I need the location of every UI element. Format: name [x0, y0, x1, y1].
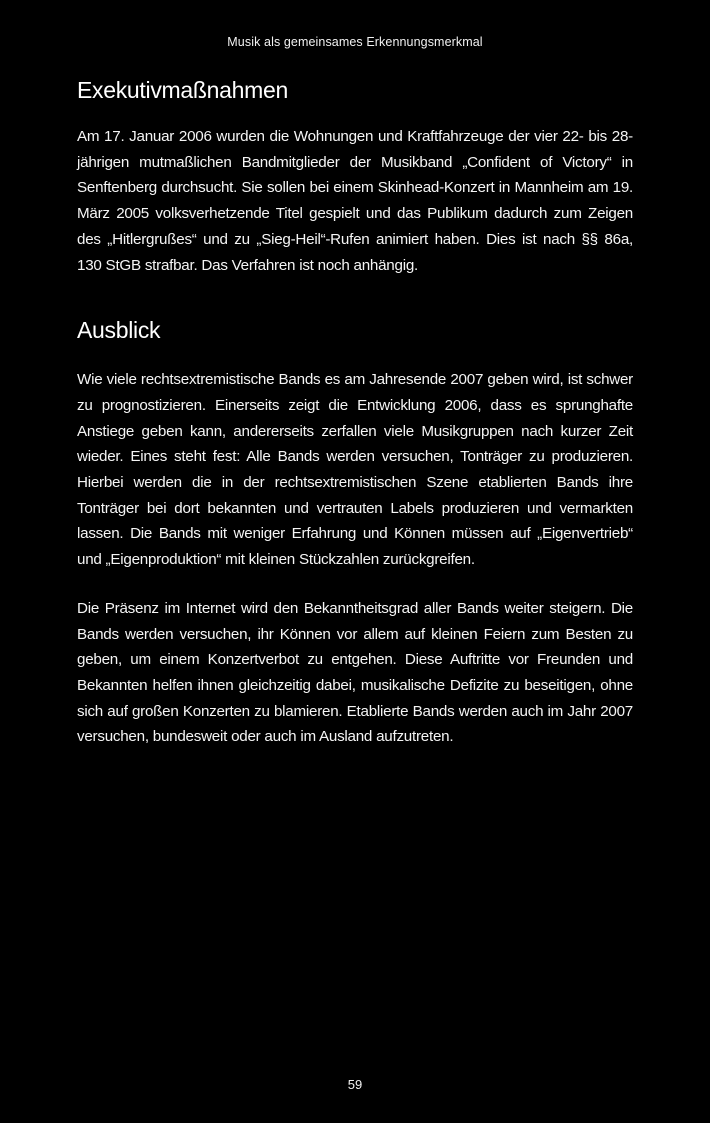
running-head: Musik als gemeinsames Erkennungsmerkmal: [227, 35, 483, 49]
section-heading-ausblick: Ausblick: [77, 317, 161, 344]
paragraph-exekutivmassnahmen: Am 17. Januar 2006 wurden die Wohnungen und Kraftfahrzeuge der vier 22- bis 28-jährigen mutmaßlichen Bandmitglieder der Musikband „Confident of Victory“ in Senftenberg durchsucht. Sie sollen bei einem Skinhead-Konzert in Mannheim am 19. März 2005 volksverhetzende Titel gespielt und das Publikum dadurch zum Zeigen des „Hitlergrußes“ und zu „Sieg-Heil“-Rufen animiert haben. Dies ist nach §§ 86a, 130 StGB strafbar. Das Verfahren ist noch anhängig.: [77, 128, 633, 274]
page-number: 59: [347, 1077, 363, 1092]
paragraph-ausblick-1: Wie viele rechtsextremistische Bands es am Jahresende 2007 geben wird, ist schwer zu prognostizieren. Einerseits zeigt die Entwicklung 2006, dass es sprunghafte Anstiege geben kann, andererseits zerfallen viele Musikgruppen nach kurzer Zeit wieder. Eines steht fest: Alle Bands werden versuchen, Tonträger zu produzieren. Hierbei werden die in der rechtsextremistischen Szene etablierten Bands ihre Tonträger bei dort bekannten und vertrauten Labels produzieren und vermarkten lassen. Die Bands mit weniger Erfahrung und Können müssen auf „Eigenvertrieb“ und „Eigenproduktion“ mit kleinen Stückzahlen zurückgreifen.: [77, 371, 633, 569]
section-heading-exekutivmassnahmen: Exekutivmaßnahmen: [77, 77, 288, 103]
paragraph-ausblick-2: Die Präsenz im Internet wird den Bekanntheitsgrad aller Bands weiter steigern. Die Bands werden versuchen, ihr Können vor allem auf kleinen Feiern zum Besten zu geben, um einem Konzertverbot zu entgehen. Diese Auftritte vor Freunden und Bekannten helfen ihnen gleichzeitig dabei, musikalische Defizite zu beseitigen, ohne sich auf großen Konzerten zu blamieren. Etablierte Bands werden auch im Jahr 2007 versuchen, bundesweit oder auch im Ausland aufzutreten.: [77, 599, 633, 746]
page-body: [77, 72, 633, 750]
